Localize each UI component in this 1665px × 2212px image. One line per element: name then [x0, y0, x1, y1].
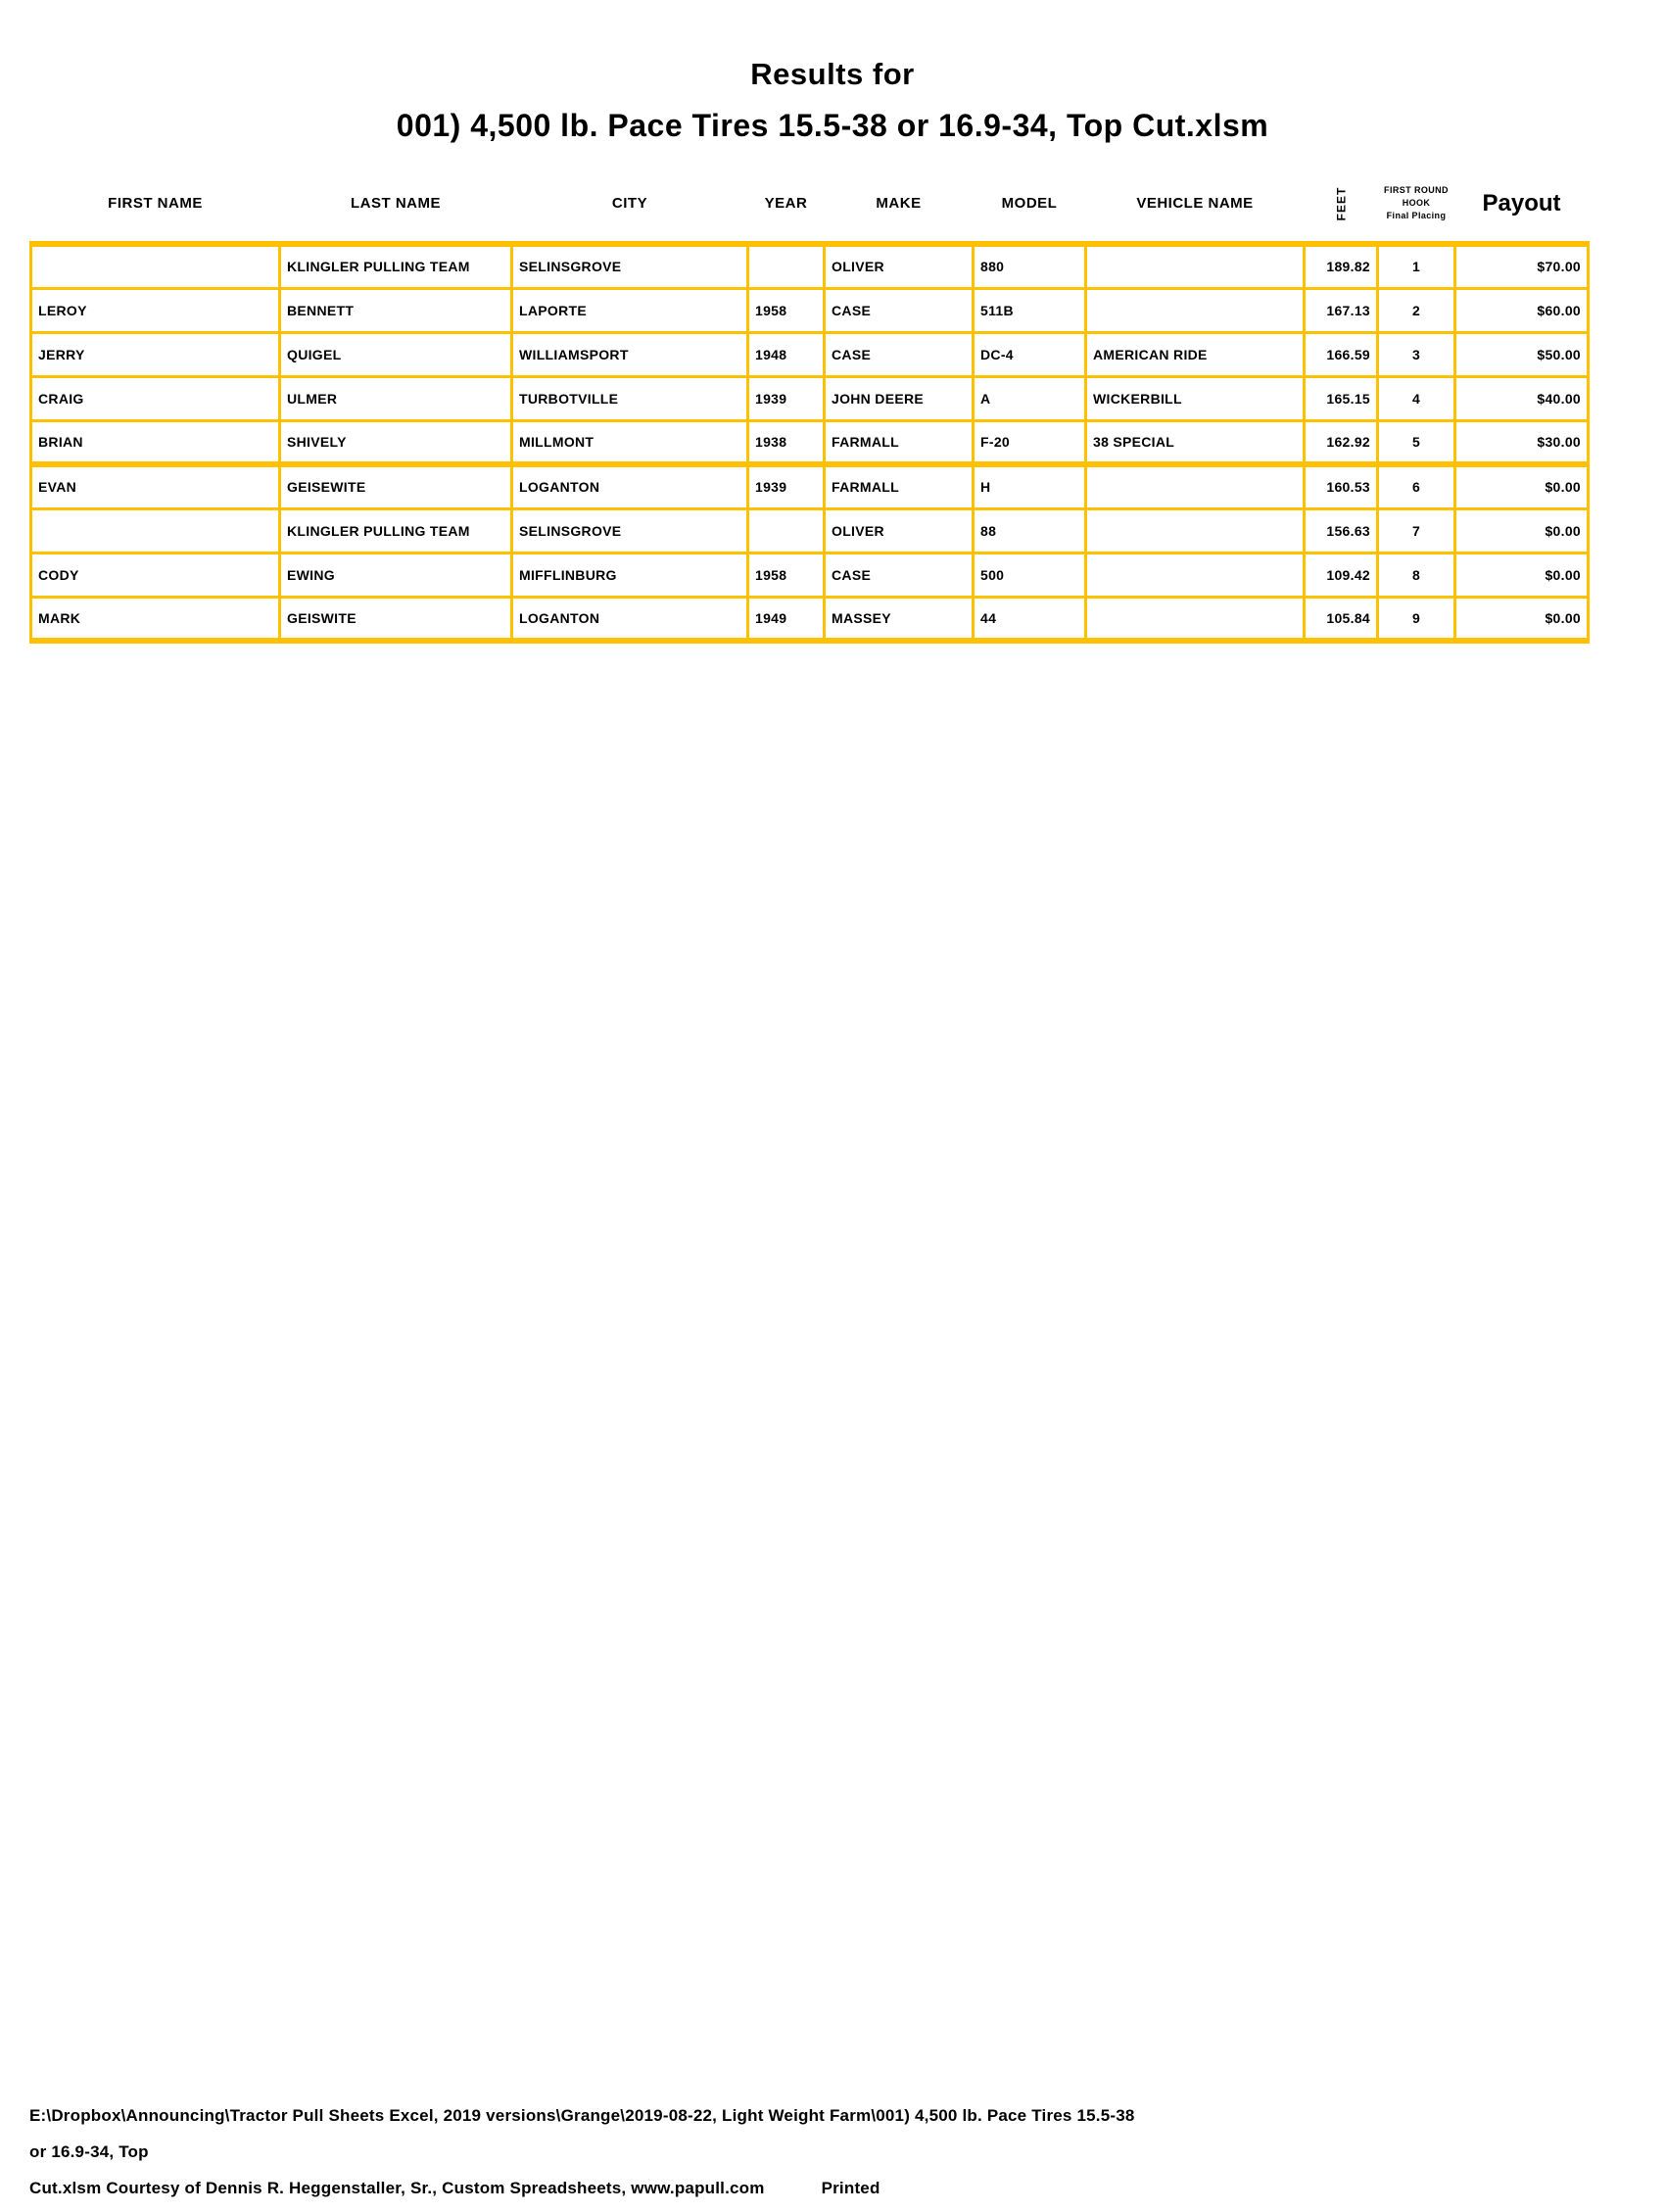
- cell-feet: 156.63: [1305, 508, 1378, 553]
- cell-vehicle-name: 38 SPECIAL: [1086, 420, 1305, 464]
- header-feet: [1305, 166, 1378, 244]
- cell-hook: 2: [1378, 288, 1455, 332]
- cell-year: 1948: [748, 332, 825, 376]
- table-row: [31, 244, 1589, 288]
- cell-payout: $70.00: [1455, 244, 1589, 288]
- table-row: [31, 464, 1589, 508]
- cell-feet: 162.92: [1305, 420, 1378, 464]
- cell-year: 1958: [748, 553, 825, 597]
- cell-city: LOGANTON: [512, 597, 748, 641]
- cell-first-name: JERRY: [31, 332, 280, 376]
- table-row: [31, 420, 1589, 464]
- table-row: [31, 288, 1589, 332]
- cell-payout: $40.00: [1455, 376, 1589, 420]
- header-make: MAKE: [825, 166, 974, 244]
- cell-payout: $60.00: [1455, 288, 1589, 332]
- cell-hook: 8: [1378, 553, 1455, 597]
- cell-last-name: QUIGEL: [280, 332, 512, 376]
- cell-make: FARMALL: [825, 420, 974, 464]
- cell-vehicle-name: [1086, 464, 1305, 508]
- cell-make: CASE: [825, 288, 974, 332]
- cell-vehicle-name: [1086, 597, 1305, 641]
- cell-first-name: [31, 244, 280, 288]
- cell-feet: 105.84: [1305, 597, 1378, 641]
- table-row: [31, 553, 1589, 597]
- table-row: [31, 597, 1589, 641]
- cell-city: TURBOTVILLE: [512, 376, 748, 420]
- cell-hook: 3: [1378, 332, 1455, 376]
- footer-line1: E:\Dropbox\Announcing\Tractor Pull Sheets Excel, 2019 versions\Grange\2019-08-22, Light Weight Farm\001) 4,500 lb. Pace Tires 15.5-38 or 16.9-34, Top: [29, 2106, 1135, 2161]
- feet-rotated-label: FEET: [1333, 186, 1348, 221]
- footer: [29, 2097, 1156, 2206]
- cell-make: FARMALL: [825, 464, 974, 508]
- cell-last-name: KLINGLER PULLING TEAM: [280, 244, 512, 288]
- cell-last-name: EWING: [280, 553, 512, 597]
- cell-city: MIFFLINBURG: [512, 553, 748, 597]
- hook-header-line2: HOOK: [1402, 198, 1431, 208]
- cell-make: CASE: [825, 553, 974, 597]
- cell-first-name: CRAIG: [31, 376, 280, 420]
- header-year: YEAR: [748, 166, 825, 244]
- cell-first-name: CODY: [31, 553, 280, 597]
- cell-feet: 160.53: [1305, 464, 1378, 508]
- table-row: [31, 508, 1589, 553]
- cell-year: [748, 244, 825, 288]
- cell-year: 1938: [748, 420, 825, 464]
- cell-model: DC-4: [974, 332, 1086, 376]
- cell-vehicle-name: [1086, 508, 1305, 553]
- printed-label: Printed: [821, 2179, 880, 2197]
- cell-first-name: LEROY: [31, 288, 280, 332]
- header-city: CITY: [512, 166, 748, 244]
- cell-feet: 167.13: [1305, 288, 1378, 332]
- cell-vehicle-name: [1086, 553, 1305, 597]
- header-payout: Payout: [1455, 166, 1589, 244]
- page-title: Results for: [750, 57, 915, 91]
- footer-line2: [29, 2170, 1156, 2206]
- cell-model: 880: [974, 244, 1086, 288]
- cell-vehicle-name: [1086, 288, 1305, 332]
- hook-header-line3: Final Placing: [1386, 211, 1447, 220]
- header-first-round-hook: [1378, 166, 1455, 244]
- footer-line2-text: Cut.xlsm Courtesy of Dennis R. Heggenstaller, Sr., Custom Spreadsheets, www.papull.com: [29, 2179, 765, 2197]
- results-table: [29, 166, 1590, 644]
- cell-model: A: [974, 376, 1086, 420]
- cell-payout: $0.00: [1455, 508, 1589, 553]
- cell-model: 500: [974, 553, 1086, 597]
- table-row: [31, 376, 1589, 420]
- cell-hook: 5: [1378, 420, 1455, 464]
- cell-vehicle-name: AMERICAN RIDE: [1086, 332, 1305, 376]
- cell-make: MASSEY: [825, 597, 974, 641]
- cell-make: OLIVER: [825, 508, 974, 553]
- cell-make: OLIVER: [825, 244, 974, 288]
- cell-first-name: [31, 508, 280, 553]
- cell-feet: 109.42: [1305, 553, 1378, 597]
- cell-year: 1939: [748, 376, 825, 420]
- cell-vehicle-name: [1086, 244, 1305, 288]
- cell-feet: 166.59: [1305, 332, 1378, 376]
- header-model: MODEL: [974, 166, 1086, 244]
- cell-hook: 6: [1378, 464, 1455, 508]
- cell-city: MILLMONT: [512, 420, 748, 464]
- header-first-name: FIRST NAME: [31, 166, 280, 244]
- cell-year: 1958: [748, 288, 825, 332]
- cell-vehicle-name: WICKERBILL: [1086, 376, 1305, 420]
- cell-first-name: EVAN: [31, 464, 280, 508]
- cell-payout: $0.00: [1455, 464, 1589, 508]
- cell-model: 88: [974, 508, 1086, 553]
- table-header-row: [31, 166, 1589, 244]
- cell-hook: 7: [1378, 508, 1455, 553]
- cell-year: 1939: [748, 464, 825, 508]
- cell-payout: $0.00: [1455, 597, 1589, 641]
- cell-hook: 4: [1378, 376, 1455, 420]
- cell-hook: 1: [1378, 244, 1455, 288]
- cell-model: H: [974, 464, 1086, 508]
- cell-make: CASE: [825, 332, 974, 376]
- cell-city: WILLIAMSPORT: [512, 332, 748, 376]
- header-vehicle-name: VEHICLE NAME: [1086, 166, 1305, 244]
- cell-last-name: BENNETT: [280, 288, 512, 332]
- hook-header-line1: FIRST ROUND: [1384, 185, 1449, 195]
- cell-payout: $30.00: [1455, 420, 1589, 464]
- cell-feet: 189.82: [1305, 244, 1378, 288]
- cell-last-name: KLINGLER PULLING TEAM: [280, 508, 512, 553]
- cell-model: F-20: [974, 420, 1086, 464]
- cell-feet: 165.15: [1305, 376, 1378, 420]
- cell-make: JOHN DEERE: [825, 376, 974, 420]
- cell-last-name: GEISWITE: [280, 597, 512, 641]
- page-subtitle: 001) 4,500 lb. Pace Tires 15.5-38 or 16.9-34, Top Cut.xlsm: [396, 108, 1269, 143]
- header-last-name: LAST NAME: [280, 166, 512, 244]
- cell-last-name: ULMER: [280, 376, 512, 420]
- cell-last-name: GEISEWITE: [280, 464, 512, 508]
- cell-year: [748, 508, 825, 553]
- cell-model: 44: [974, 597, 1086, 641]
- cell-city: LAPORTE: [512, 288, 748, 332]
- cell-model: 511B: [974, 288, 1086, 332]
- cell-last-name: SHIVELY: [280, 420, 512, 464]
- cell-city: SELINSGROVE: [512, 508, 748, 553]
- cell-city: LOGANTON: [512, 464, 748, 508]
- table-row: [31, 332, 1589, 376]
- cell-year: 1949: [748, 597, 825, 641]
- cell-hook: 9: [1378, 597, 1455, 641]
- cell-payout: $50.00: [1455, 332, 1589, 376]
- cell-city: SELINSGROVE: [512, 244, 748, 288]
- cell-first-name: BRIAN: [31, 420, 280, 464]
- cell-first-name: MARK: [31, 597, 280, 641]
- cell-payout: $0.00: [1455, 553, 1589, 597]
